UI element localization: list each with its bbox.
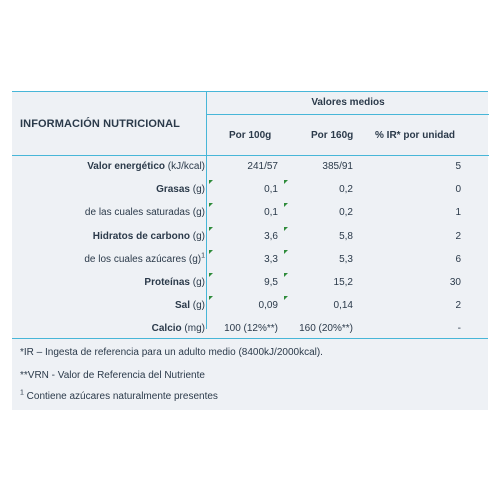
col-per-100g-header: Por 100g: [229, 130, 272, 141]
footnote-sugar-text: Contiene azúcares naturalmente presentes: [23, 391, 218, 402]
value-ir-percent: 2: [455, 230, 461, 242]
nutrient-unit: (g): [190, 300, 205, 312]
value-per-160g: 385/91: [322, 161, 353, 172]
value-per-100g: 0,1: [264, 207, 278, 219]
value-per-160g: 0,2: [339, 207, 353, 219]
nutrient-label: [144, 277, 205, 288]
value-per-100g: 100 (12%**): [224, 323, 278, 335]
nutrient-label: [87, 161, 205, 172]
nutrient-unit: (kJ/kcal): [165, 161, 205, 172]
footnote-vrn: **VRN - Valor de Referencia del Nutriente: [20, 370, 205, 381]
value-ir-percent: 5: [455, 161, 461, 172]
corner-marker: [209, 296, 213, 300]
nutrient-label: [93, 231, 205, 242]
footnote-ir: *IR – Ingesta de referencia para un adulto medio (8400kJ/2000kcal).: [20, 347, 323, 358]
value-per-160g: 5,8: [339, 230, 353, 242]
value-ir-percent: 30: [449, 276, 461, 288]
values-header-divider: [207, 114, 489, 115]
nutrient-footnote-ref: 1: [201, 252, 205, 260]
nutrient-label: [85, 207, 205, 218]
nutrient-unit: (mg): [181, 323, 205, 335]
nutrient-label: [156, 184, 205, 195]
corner-marker: [284, 296, 288, 300]
col-per-160g-header: Por 160g: [311, 130, 354, 141]
corner-marker: [284, 203, 288, 207]
value-ir-percent: 2: [455, 300, 461, 312]
value-per-160g: 160 (20%**): [299, 323, 353, 335]
value-per-100g: 241/57: [247, 161, 278, 172]
value-ir-percent: 0: [455, 184, 461, 196]
corner-marker: [209, 203, 213, 207]
value-ir-percent: 6: [455, 253, 461, 265]
value-per-100g: 0,09: [258, 300, 278, 312]
nutrient-label: [152, 323, 205, 334]
footnote-sugar: [20, 391, 218, 402]
nutrient-unit: de las cuales saturadas (g): [84, 207, 205, 219]
col-ir-header: % IR* por unidad: [375, 130, 455, 141]
table-row: [12, 249, 488, 272]
value-per-100g: 0,1: [264, 184, 278, 196]
value-per-100g: 3,6: [264, 230, 278, 242]
value-per-160g: 0,2: [339, 184, 353, 196]
footer-separator: [12, 338, 488, 339]
value-ir-percent: -: [457, 323, 461, 335]
table-row: [12, 179, 488, 202]
value-per-160g: 5,3: [339, 253, 353, 265]
value-per-100g: 3,3: [264, 253, 278, 265]
footnote-sup: 1: [20, 389, 24, 397]
nutrition-panel: [12, 91, 488, 410]
table-row: [12, 226, 488, 249]
value-per-100g: 9,5: [264, 276, 278, 288]
value-ir-percent: 1: [455, 207, 461, 219]
table-row: [12, 272, 488, 295]
corner-marker: [209, 180, 213, 184]
corner-marker: [284, 180, 288, 184]
nutrient-label: [175, 300, 205, 311]
value-per-160g: 15,2: [333, 276, 353, 288]
table-title-cell: [12, 92, 206, 156]
table-title: INFORMACIÓN NUTRICIONAL: [20, 118, 180, 130]
corner-marker: [209, 227, 213, 231]
nutrient-name: Calcio: [151, 323, 182, 335]
corner-marker: [284, 227, 288, 231]
nutrient-unit: (g): [190, 184, 205, 196]
values-header: [206, 92, 489, 156]
nutrient-label: [84, 254, 205, 265]
nutrient-name: Valor energético: [87, 161, 165, 172]
nutrient-name: Sal: [174, 300, 190, 312]
table-row: [12, 156, 488, 179]
nutrient-unit: de los cuales azúcares (g): [84, 253, 202, 265]
corner-marker: [284, 250, 288, 254]
values-group-label: Valores medios: [311, 97, 385, 108]
corner-marker: [284, 273, 288, 277]
table-row: [12, 295, 488, 318]
nutrient-name: Grasas: [156, 184, 190, 196]
nutrient-rows: [12, 156, 488, 342]
nutrient-name: Proteínas: [144, 276, 190, 288]
value-per-160g: 0,14: [333, 300, 353, 312]
table-row: [12, 202, 488, 225]
corner-marker: [209, 273, 213, 277]
nutrient-unit: (g): [190, 230, 205, 242]
nutrient-unit: (g): [190, 276, 205, 288]
nutrient-name: Hidratos de carbono: [92, 230, 190, 242]
corner-marker: [209, 250, 213, 254]
